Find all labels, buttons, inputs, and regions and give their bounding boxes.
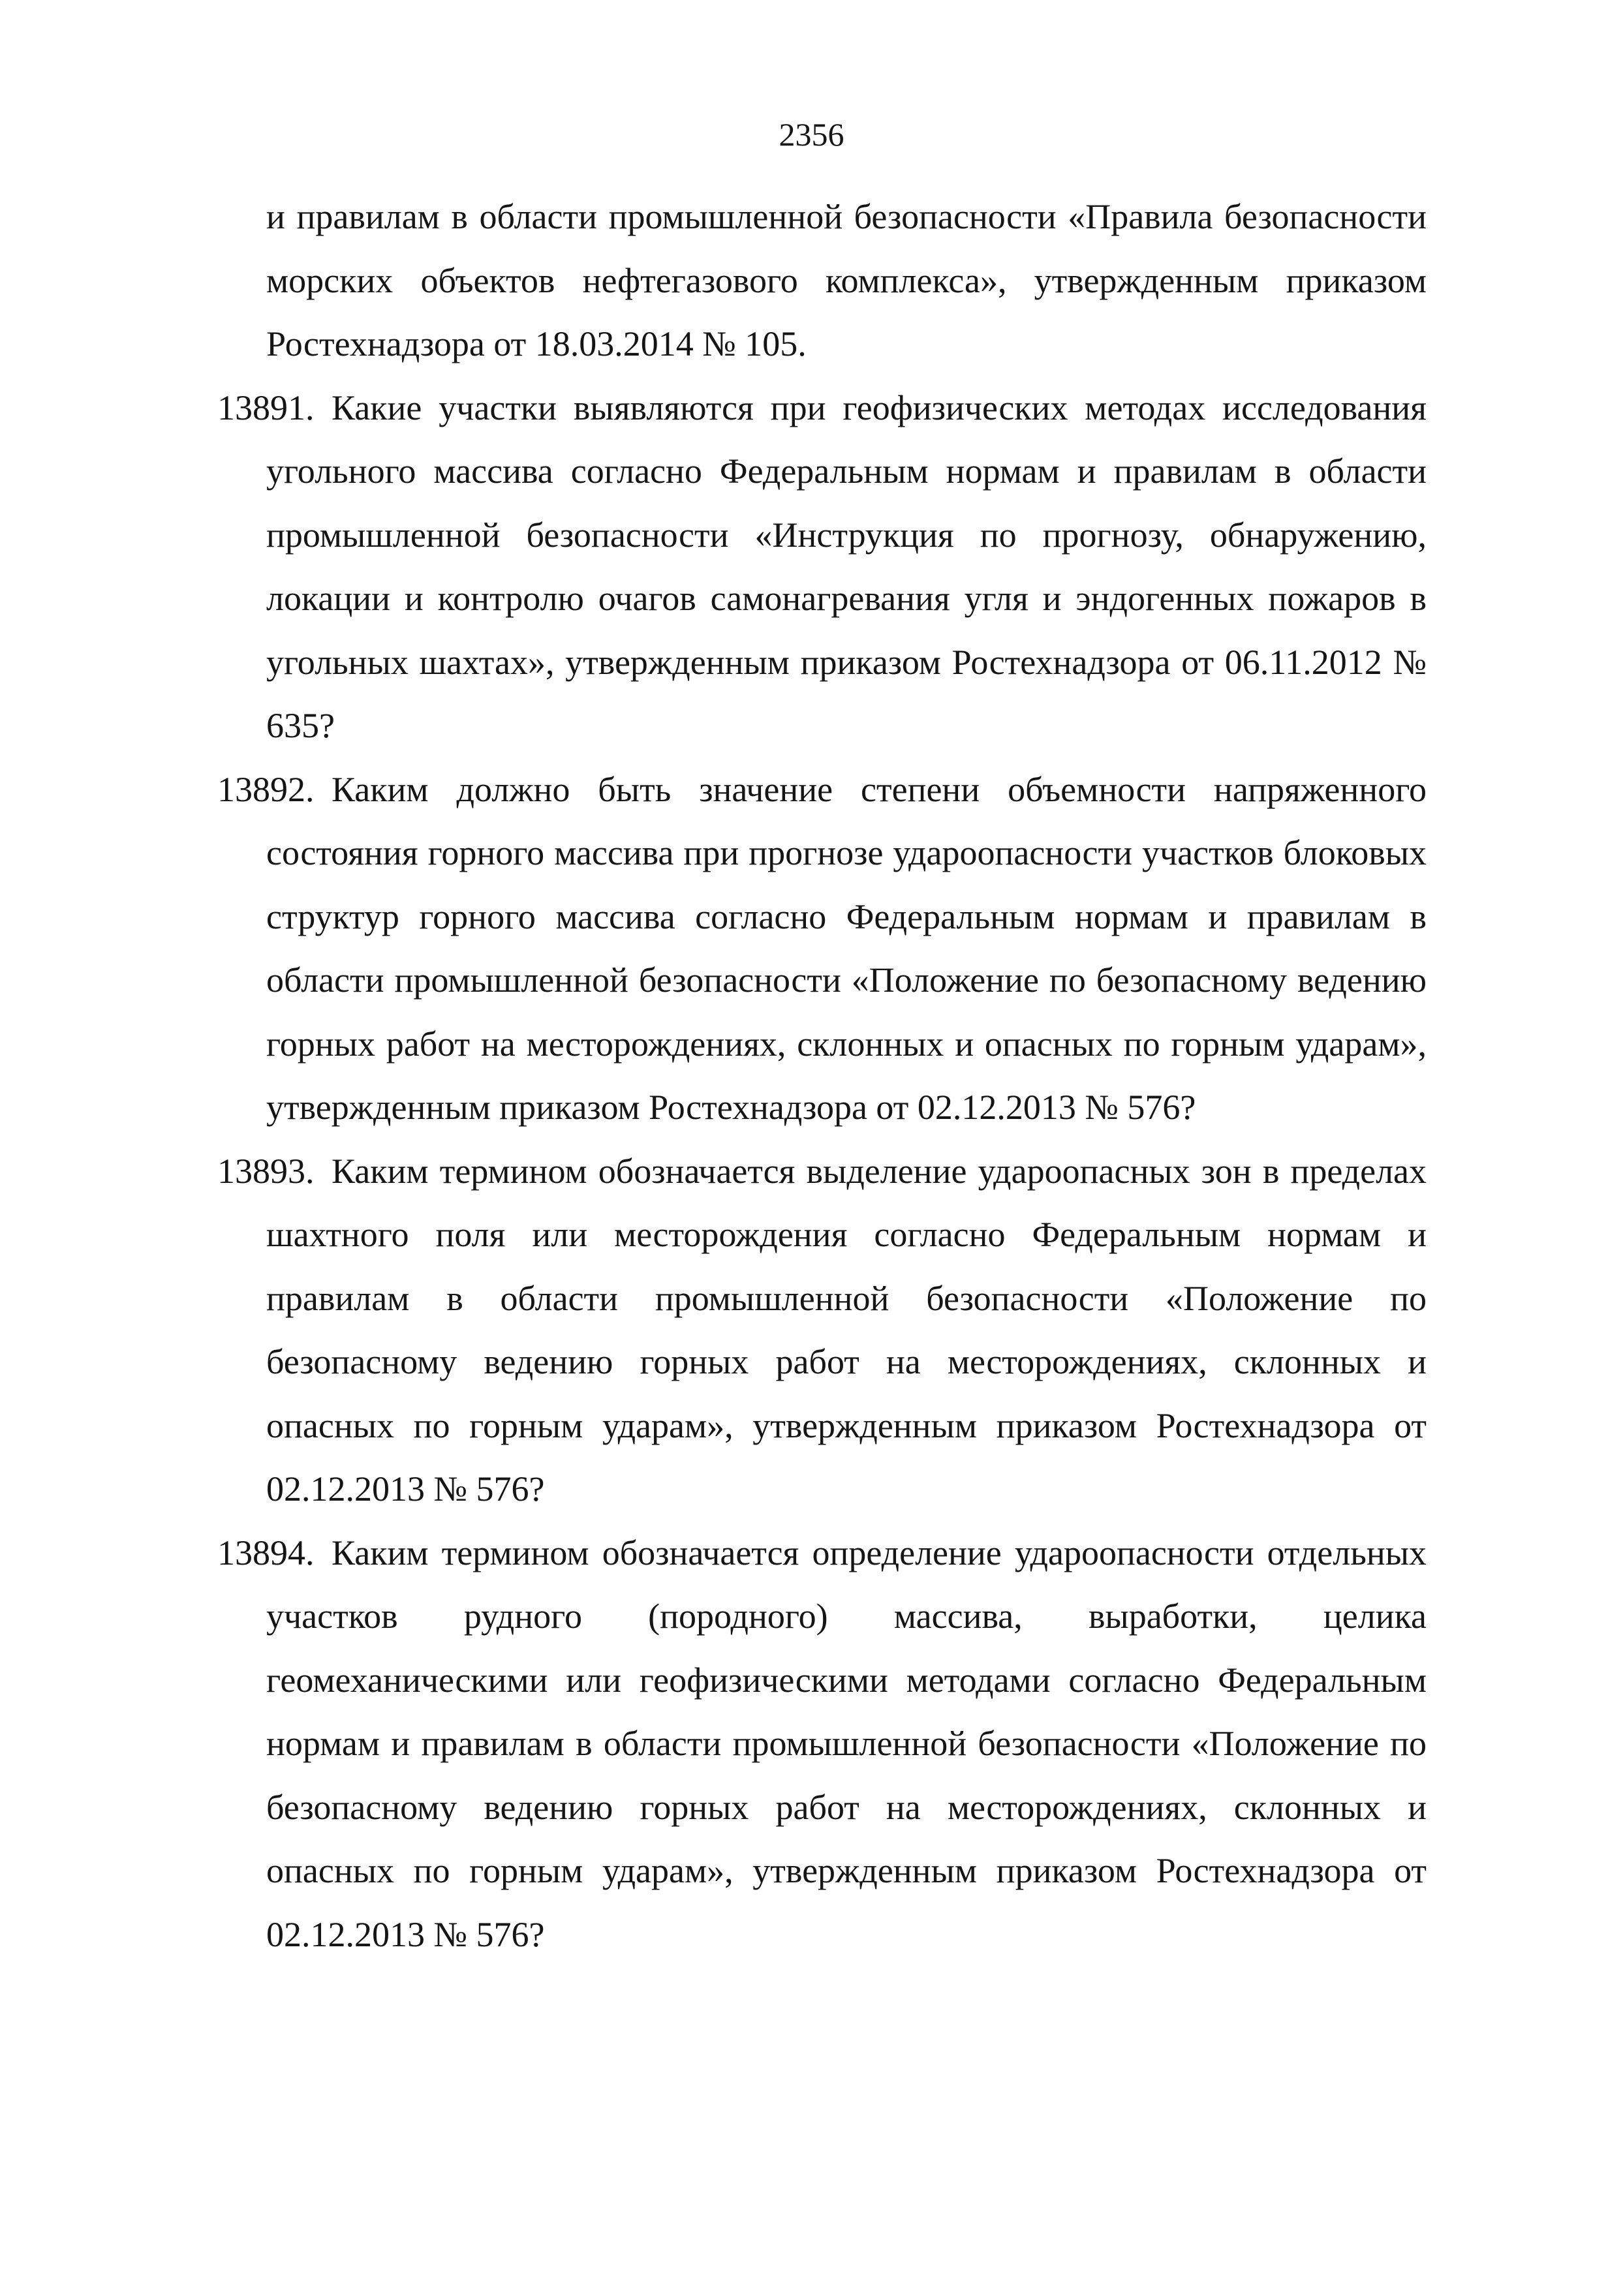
question-number: 13892. — [217, 769, 315, 809]
page-number: 2356 — [779, 116, 844, 153]
question-text: Какие участки выявляются при геофизических методах исследования угольного массива согласно Федеральным нормам и правилам в области промышленной безопасности «Инструкция по прогнозу, обнаружению, локации и контролю очагов самонагревания угля и эндогенных пожаров в угольных шахтах», утвержденным приказом Ростехнадзора от 06.11.2012 № 635? — [266, 388, 1427, 745]
question-text: Каким термином обозначается определение удароопасности отдельных участков рудного (породного) массива, выработки, целика геомеханическими или геофизическими методами согласно Федеральным нормам и правилам в области промышленной безопасности «Положение по безопасному ведению горных работ на месторождениях, склонных и опасных по горным ударам», утвержденным приказом Ростехнадзора от 02.12.2013 № 576? — [266, 1533, 1427, 1954]
question-item — [217, 1140, 1427, 1522]
question-text: Каким термином обозначается выделение удароопасных зон в пределах шахтного поля или месторождения согласно Федеральным нормам и правилам в области промышленной безопасности «Положение по безопасному ведению горных работ на месторождениях, склонных и опасных по горным ударам», утвержденным приказом Ростехнадзора от 02.12.2013 № 576? — [266, 1151, 1427, 1508]
question-number: 13894. — [217, 1533, 315, 1572]
question-item — [217, 376, 1427, 758]
question-number: 13893. — [217, 1151, 315, 1191]
question-text: Каким должно быть значение степени объемности напряженного состояния горного массива при прогнозе удароопасности участков блоковых структур горного массива согласно Федеральным нормам и правилам в области промышленной безопасности «Положение по безопасному ведению горных работ на месторождениях, склонных и опасных по горным ударам», утвержденным приказом Ростехнадзора от 02.12.2013 № 576? — [266, 769, 1427, 1127]
question-number: 13891. — [217, 388, 315, 427]
continuation-paragraph: и правилам в области промышленной безопасности «Правила безопасности морских объектов нефтегазового комплекса», утвержденным приказом Ростехнадзора от 18.03.2014 № 105. — [266, 197, 1427, 363]
question-item — [217, 1522, 1427, 1967]
page-content — [217, 185, 1427, 1967]
question-item — [217, 758, 1427, 1140]
